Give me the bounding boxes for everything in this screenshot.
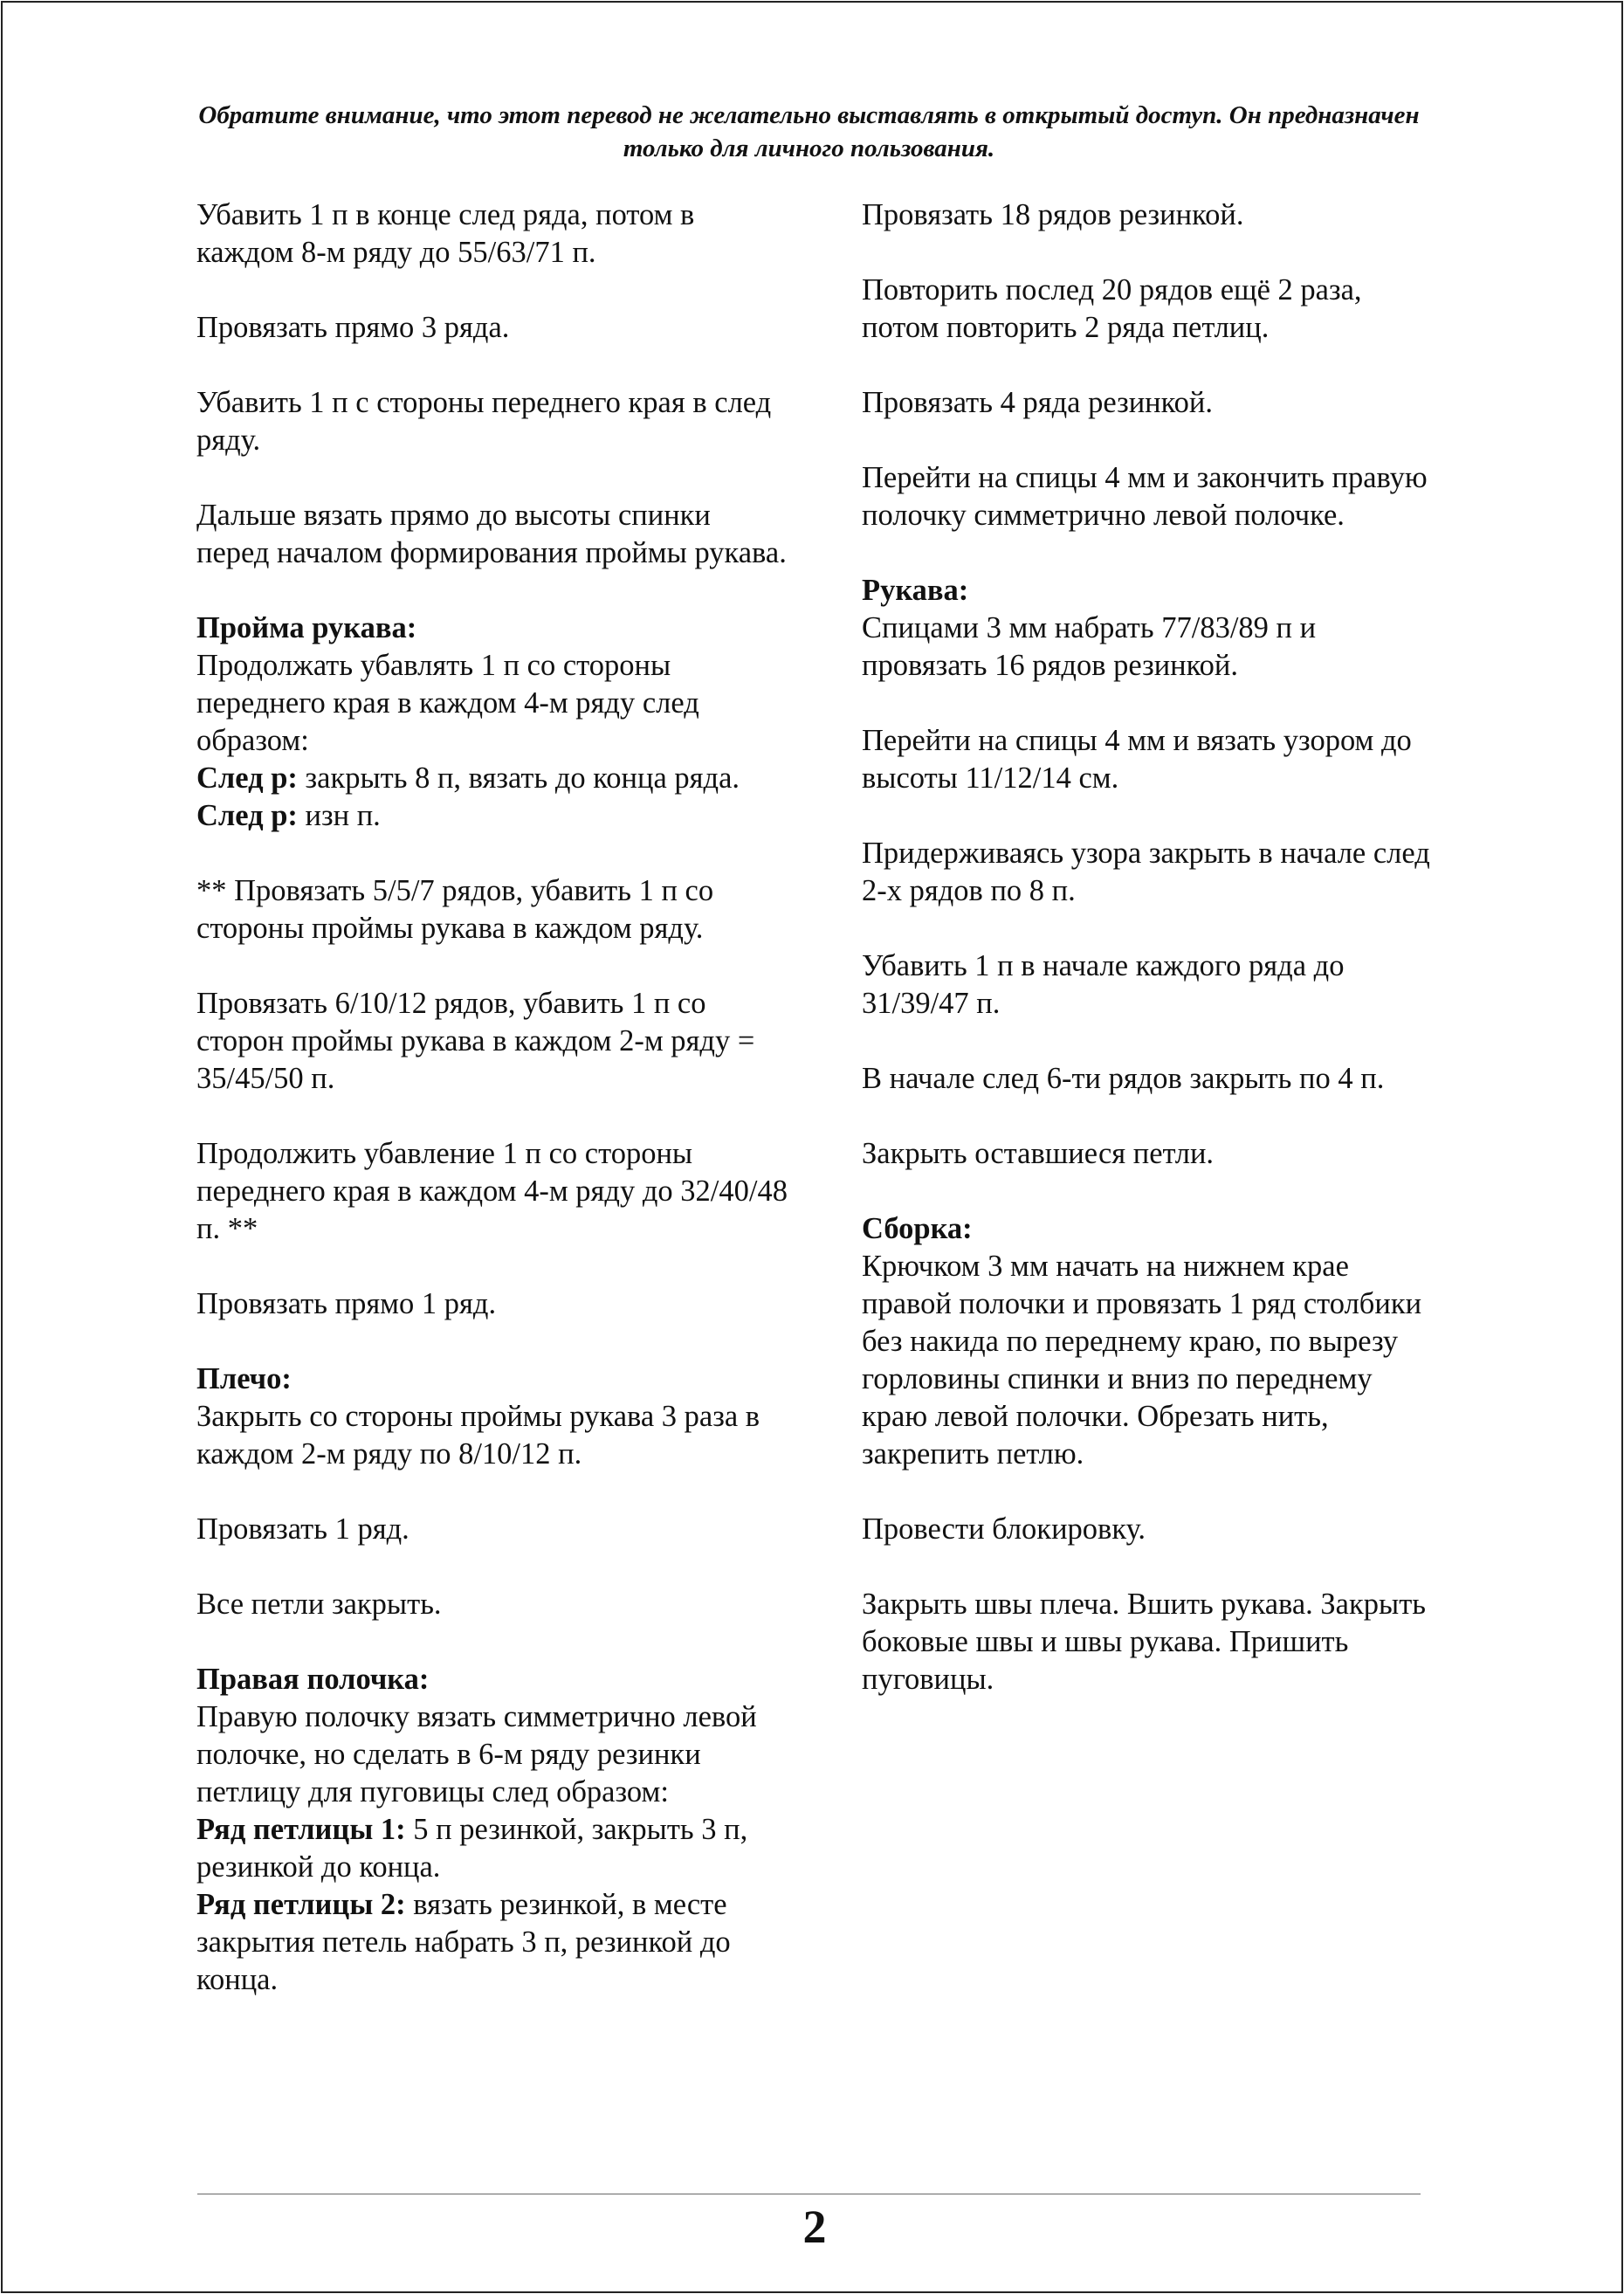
row-instruction	[196, 760, 790, 797]
paragraph: Провязать 4 ряда резинкой.	[862, 386, 1213, 419]
section-text: Правую полочку вязать симметрично левой полочке, но сделать в 6-м ряду резинки петлицу для пуговицы след образом:	[196, 1700, 757, 1808]
row-label: Ряд петлицы 1:	[196, 1813, 406, 1846]
section-heading-assembly: Сборка:	[862, 1212, 973, 1245]
right-column	[862, 196, 1438, 1736]
paragraph: Провязать 6/10/12 рядов, убавить 1 п со сторон проймы рукава в каждом 2-м ряду = 35/45/50 п.	[196, 987, 755, 1095]
paragraph: Закрыть швы плеча. Вшить рукава. Закрыть боковые швы и швы рукава. Пришить пуговицы.	[862, 1588, 1426, 1696]
paragraph: ** Провязать 5/5/7 рядов, убавить 1 п со стороны проймы рукава в каждом ряду.	[196, 874, 714, 945]
buttonhole-row	[196, 1886, 790, 1999]
paragraph: Перейти на спицы 4 мм и закончить правую полочку симметрично левой полочке.	[862, 461, 1428, 532]
armhole-section	[196, 610, 790, 835]
paragraph: Убавить 1 п в конце след ряда, потом в каждом 8-м ряду до 55/63/71 п.	[196, 198, 695, 269]
paragraph: Убавить 1 п в начале каждого ряда до 31/39/47 п.	[862, 949, 1345, 1020]
section-text: Закрыть со стороны проймы рукава 3 раза в каждом 2-м ряду по 8/10/12 п.	[196, 1400, 760, 1471]
paragraph: Продолжить убавление 1 п со стороны переднего края в каждом 4-м ряду до 32/40/48 п. **	[196, 1137, 788, 1245]
row-text: вязать резинкой, в месте закрытия петель набрать 3 п, резинкой до конца.	[196, 1888, 731, 1996]
paragraph: Придерживаясь узора закрыть в начале след 2-х рядов по 8 п.	[862, 837, 1430, 907]
document-page	[1, 1, 1623, 2293]
paragraph: Провязать прямо 1 ряд.	[196, 1287, 497, 1320]
paragraph: Все петли закрыть.	[196, 1588, 442, 1621]
section-heading-sleeves: Рукава:	[862, 574, 969, 607]
section-heading-right-front: Правая полочка:	[196, 1663, 430, 1696]
buttonhole-row	[196, 1811, 790, 1886]
paragraph: Провести блокировку.	[862, 1512, 1146, 1546]
left-column	[196, 196, 790, 2036]
paragraph: Закрыть оставшиеся петли.	[862, 1137, 1215, 1170]
section-text: Спицами 3 мм набрать 77/83/89 п и провязать 16 рядов резинкой.	[862, 611, 1317, 682]
paragraph: Провязать прямо 3 ряда.	[196, 311, 510, 344]
paragraph: Перейти на спицы 4 мм и вязать узором до высоты 11/12/14 см.	[862, 724, 1412, 795]
section-text: Продолжать убавлять 1 п со стороны переднего края в каждом 4-м ряду след образом:	[196, 649, 699, 757]
assembly-section	[862, 1210, 1438, 1473]
paragraph: В начале след 6-ти рядов закрыть по 4 п.	[862, 1062, 1385, 1095]
paragraph: Повторить послед 20 рядов ещё 2 раза, потом повторить 2 ряда петлиц.	[862, 273, 1362, 344]
row-label: Ряд петлицы 2:	[196, 1888, 406, 1921]
row-instruction	[196, 797, 790, 835]
section-heading-shoulder: Плечо:	[196, 1362, 292, 1395]
right-front-section	[196, 1661, 790, 1999]
paragraph: Дальше вязать прямо до высоты спинки перед началом формирования проймы рукава.	[196, 499, 787, 569]
translation-notice: Обратите внимание, что этот перевод не желательно выставлять в открытый доступ. Он предназначен только для личного пользования.	[198, 101, 1420, 162]
row-text: 5 п резинкой, закрыть 3 п, резинкой до конца.	[196, 1813, 748, 1884]
row-text: закрыть 8 п, вязать до конца ряда.	[297, 761, 740, 795]
shoulder-section	[196, 1361, 790, 1473]
section-text: Крючком 3 мм начать на нижнем крае правой полочки и провязать 1 ряд столбики без накида по переднему краю, по вырезу горловины спинки и вниз по переднему краю левой полочки. Обрезать нить, закрепить петлю.	[862, 1250, 1422, 1471]
row-label: След р:	[196, 761, 298, 795]
page-number: 2	[802, 2201, 827, 2253]
paragraph: Провязать 1 ряд.	[196, 1512, 409, 1546]
sleeves-section	[862, 572, 1438, 685]
section-heading-armhole: Пройма рукава:	[196, 611, 417, 644]
paragraph: Убавить 1 п с стороны переднего края в след ряду.	[196, 386, 772, 457]
row-label: След р:	[196, 799, 298, 832]
row-text: изн п.	[297, 799, 381, 832]
paragraph: Провязать 18 рядов резинкой.	[862, 198, 1244, 231]
